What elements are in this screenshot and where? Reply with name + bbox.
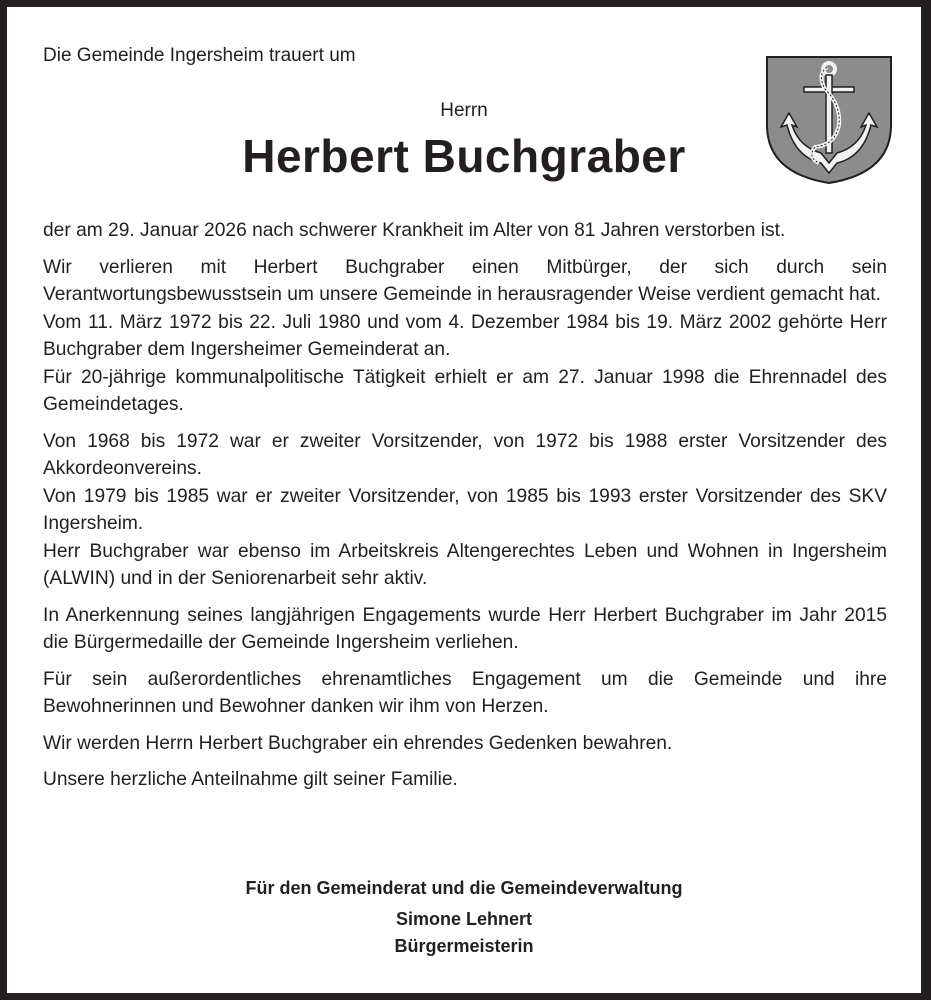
paragraph-alwin: Herr Buchgraber war ebenso im Arbeitskreis Altengerechtes Leben und Wohnen in Ingersheim (ALWIN) und in der Seniorenarbeit sehr aktiv.: [43, 540, 887, 589]
intro-text: Die Gemeinde Ingersheim trauert um: [43, 45, 356, 66]
notice-body: [43, 217, 887, 803]
paragraph-accordion-club: Von 1968 bis 1972 war er zweiter Vorsitzender, von 1972 bis 1988 erster Vorsitzender des Akkordeonvereins.: [43, 430, 887, 479]
paragraph-skv: Von 1979 bis 1985 war er zweiter Vorsitzender, von 1985 bis 1993 erster Vorsitzender des SKV Ingersheim.: [43, 485, 887, 534]
salutation: Herrn: [440, 100, 488, 121]
obituary-notice: [7, 7, 921, 993]
signature-org: Für den Gemeinderat und die Gemeindeverwaltung: [245, 878, 683, 898]
anchor-coat-of-arms-icon: [759, 45, 899, 185]
signer-name: Simone Lehnert: [395, 909, 533, 929]
paragraph-tribute: Wir verlieren mit Herbert Buchgraber einen Mitbürger, der sich durch sein Verantwortungsbewusstsein um unsere Gemeinde in herausragender Weise verdient gemacht hat.: [43, 256, 887, 305]
paragraph-condolences: Unsere herzliche Anteilnahme gilt seiner Familie.: [43, 769, 458, 790]
paragraph-council: Vom 11. März 1972 bis 22. Juli 1980 und vom 4. Dezember 1984 bis 19. März 2002 gehörte Herr Buchgraber dem Ingersheimer Gemeinderat an.: [43, 311, 887, 360]
paragraph-honor-pin: Für 20-jährige kommunalpolitische Tätigkeit erhielt er am 27. Januar 1998 die Ehrennadel des Gemeindetages.: [43, 366, 887, 415]
signature-block: [7, 875, 921, 964]
paragraph-remembrance: Wir werden Herrn Herbert Buchgraber ein ehrendes Gedenken bewahren.: [43, 732, 673, 754]
paragraph-thanks: Für sein außerordentliches ehrenamtliches Engagement um die Gemeinde und ihre Bewohnerinnen und Bewohner danken wir ihm von Herzen.: [43, 668, 887, 717]
signer-title: Bürgermeisterin: [394, 936, 534, 956]
paragraph-death-date: der am 29. Januar 2026 nach schwerer Krankheit im Alter von 81 Jahren verstorben ist.: [43, 220, 786, 241]
deceased-name: Herbert Buchgraber: [242, 130, 686, 182]
paragraph-medal: In Anerkennung seines langjährigen Engagements wurde Herr Herbert Buchgraber im Jahr 2015 die Bürgermedaille der Gemeinde Ingersheim verliehen.: [43, 604, 887, 653]
